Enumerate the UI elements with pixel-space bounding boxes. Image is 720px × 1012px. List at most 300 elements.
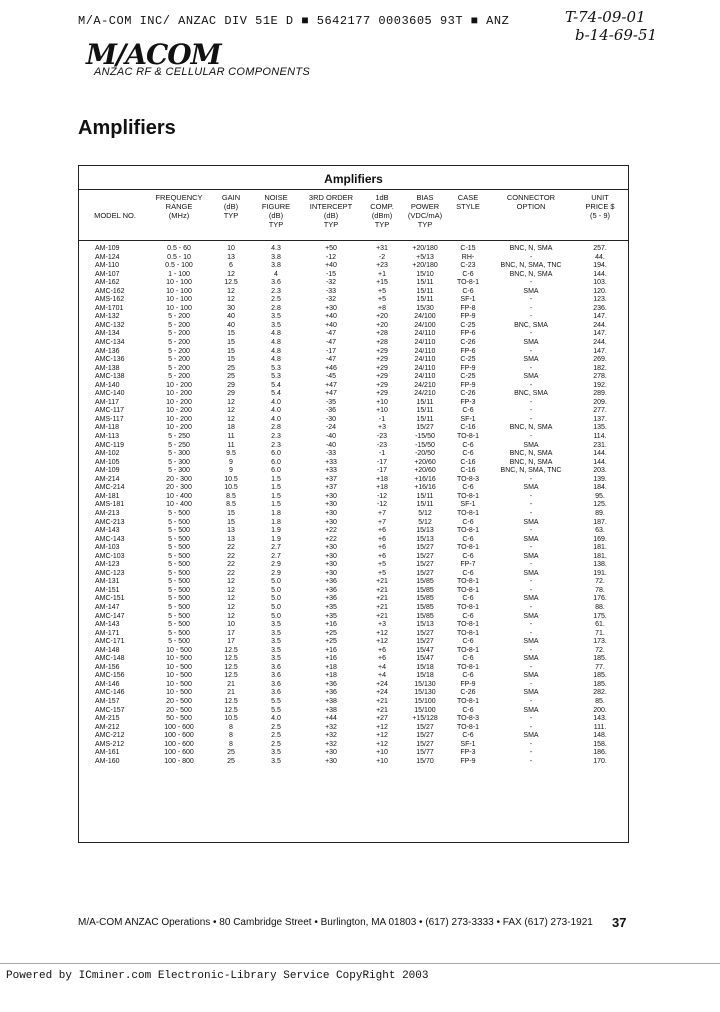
table-cell: SMA xyxy=(523,356,539,364)
table-cell: C-6 xyxy=(462,407,474,415)
table-cell: RH- xyxy=(461,253,475,261)
table-cell: 10.5 xyxy=(224,715,238,723)
table-cell: +16/16 xyxy=(414,475,436,483)
table-cell: +8 xyxy=(378,304,386,312)
table-cell: 20 - 300 xyxy=(166,484,192,492)
table-cell: +21 xyxy=(376,603,388,611)
table-row xyxy=(79,424,628,433)
table-cell: +36 xyxy=(325,586,337,594)
table-cell: 5 - 200 xyxy=(168,347,190,355)
table-cell: 200. xyxy=(593,706,607,714)
table-row xyxy=(79,715,628,724)
table-cell: 25 xyxy=(227,364,235,372)
table-cell: AM-212 xyxy=(95,723,120,731)
table-cell: 3.6 xyxy=(271,680,281,688)
table-cell: 5.5 xyxy=(271,706,281,714)
table-row xyxy=(79,476,628,485)
table-cell: 5.5 xyxy=(271,697,281,705)
table-cell: AM-148 xyxy=(95,646,120,654)
table-cell: 269. xyxy=(593,356,607,364)
table-cell: 8 xyxy=(229,723,233,731)
table-cell: +47 xyxy=(325,390,337,398)
table-cell: -1 xyxy=(378,450,386,458)
table-row xyxy=(79,399,628,408)
table-cell: - xyxy=(529,492,533,500)
table-cell: TO-8-1 xyxy=(456,723,480,731)
table-cell: 231. xyxy=(593,441,607,449)
table-cell: 5.0 xyxy=(271,612,281,620)
table-row xyxy=(79,416,628,425)
table-cell: - xyxy=(529,544,533,552)
table-cell: 5 - 500 xyxy=(168,518,190,526)
table-cell: +22 xyxy=(325,527,337,535)
table-cell: -32 xyxy=(325,296,337,304)
table-cell: 24/100 xyxy=(414,321,436,329)
table-cell: +6 xyxy=(378,527,386,535)
table-cell: -15/50 xyxy=(415,433,435,441)
table-cell: 169. xyxy=(593,535,607,543)
table-cell: FP-6 xyxy=(460,330,476,338)
table-cell: +36 xyxy=(325,595,337,603)
table-cell: 15/13 xyxy=(416,535,434,543)
table-cell: 6.0 xyxy=(271,467,281,475)
table-cell: - xyxy=(529,296,533,304)
table-cell: +15 xyxy=(376,279,388,287)
table-cell: +3 xyxy=(378,424,386,432)
table-cell: SMA xyxy=(523,552,539,560)
table-cell: 2.7 xyxy=(271,544,281,552)
table-cell: 44. xyxy=(595,253,605,261)
table-cell: 24/110 xyxy=(414,339,436,347)
table-cell: - xyxy=(529,621,533,629)
page-number: 37 xyxy=(612,915,627,930)
table-cell: TO-8-1 xyxy=(456,527,480,535)
table-cell: +29 xyxy=(376,390,388,398)
table-cell: 25 xyxy=(227,373,235,381)
table-cell: +44 xyxy=(325,715,337,723)
table-cell: 158. xyxy=(593,740,607,748)
table-cell: +4 xyxy=(378,672,386,680)
table-cell: 10 - 200 xyxy=(166,415,192,423)
table-body xyxy=(79,245,628,766)
table-cell: BNC, N, SMA xyxy=(509,450,553,458)
table-cell: AMS-117 xyxy=(95,415,124,423)
table-cell: 1.8 xyxy=(271,509,281,517)
table-cell: 10 - 500 xyxy=(166,655,192,663)
table-cell: +3 xyxy=(378,621,386,629)
table-cell: C-25 xyxy=(460,321,476,329)
table-cell: - xyxy=(529,629,533,637)
table-cell: 24/100 xyxy=(414,313,436,321)
table-cell: AMC-143 xyxy=(95,535,125,543)
table-cell: 148. xyxy=(593,732,607,740)
table-cell: 78. xyxy=(595,586,605,594)
table-cell: C-15 xyxy=(460,245,476,252)
table-cell: C-6 xyxy=(462,450,474,458)
table-cell: 1.5 xyxy=(271,475,281,483)
table-cell: +18 xyxy=(325,663,337,671)
table-cell: AM-124 xyxy=(95,253,120,261)
table-cell: AMC-146 xyxy=(95,689,125,697)
table-cell: 15 xyxy=(227,518,235,526)
table-cell: +33 xyxy=(325,458,337,466)
table-cell: +30 xyxy=(325,569,337,577)
table-row xyxy=(79,305,628,314)
table-cell: +10 xyxy=(376,398,388,406)
column-header: BIAS POWER (VDC/mA) TYP xyxy=(407,193,443,229)
table-cell: +36 xyxy=(325,578,337,586)
table-cell: SMA xyxy=(523,535,539,543)
table-cell: -15/50 xyxy=(415,441,435,449)
table-cell: 72. xyxy=(595,646,605,654)
table-cell: 21 xyxy=(227,689,235,697)
table-cell: C-6 xyxy=(462,706,474,714)
table-cell: 2.3 xyxy=(271,433,281,441)
table-cell: C-6 xyxy=(462,287,474,295)
table-cell: - xyxy=(529,407,533,415)
column-header: CONNECTOR OPTION xyxy=(506,193,556,211)
table-cell: 3.5 xyxy=(271,655,281,663)
table-cell: 143. xyxy=(593,715,607,723)
table-cell: AMC-117 xyxy=(95,407,125,415)
table-cell: +29 xyxy=(376,381,388,389)
table-cell: +32 xyxy=(325,732,337,740)
powered-by-line: Powered by ICminer.com Electronic-Library Service CopyRight 2003 xyxy=(6,970,429,982)
table-cell: 1.5 xyxy=(271,501,281,509)
table-cell: - xyxy=(529,697,533,705)
table-row xyxy=(79,313,628,322)
table-cell: 10 - 100 xyxy=(166,287,192,295)
table-title: Amplifiers xyxy=(79,166,628,190)
table-cell: 77. xyxy=(595,663,605,671)
table-cell: 3.8 xyxy=(271,253,281,261)
table-cell: AM-113 xyxy=(95,433,119,441)
table-cell: 40 xyxy=(227,321,235,329)
table-cell: 15/85 xyxy=(416,612,434,620)
table-cell: AM-143 xyxy=(95,527,120,535)
table-cell: 10 - 100 xyxy=(166,304,192,312)
table-cell: 5 - 500 xyxy=(168,552,190,560)
table-cell: SMA xyxy=(523,339,539,347)
table-cell: 170. xyxy=(593,757,607,765)
table-cell: 187. xyxy=(593,518,607,526)
table-cell: -32 xyxy=(325,279,337,287)
table-cell: 10 xyxy=(227,621,235,629)
table-cell: 184. xyxy=(593,484,607,492)
table-cell: +36 xyxy=(325,689,337,697)
table-cell: 5 - 300 xyxy=(168,458,190,466)
table-cell: +30 xyxy=(325,509,337,517)
column-header: 1dB COMP. (dBm) TYP xyxy=(370,193,394,229)
table-cell: 11 xyxy=(227,441,235,449)
table-cell: AM-123 xyxy=(95,561,120,569)
table-cell: C-6 xyxy=(462,672,474,680)
table-cell: -30 xyxy=(325,415,337,423)
table-cell: 182. xyxy=(593,364,607,372)
footer-address: M/A-COM ANZAC Operations • 80 Cambridge Street • Burlington, MA 01803 • (617) 273-3333 • FAX (617) 273-1921 xyxy=(78,917,593,928)
table-cell: +30 xyxy=(325,501,337,509)
table-cell: - xyxy=(529,347,533,355)
table-cell: +5/13 xyxy=(416,253,434,261)
table-cell: +21 xyxy=(376,697,388,705)
table-row xyxy=(79,672,628,681)
table-row xyxy=(79,630,628,639)
table-cell: 111. xyxy=(593,723,607,731)
table-cell: 144. xyxy=(593,450,607,458)
table-cell: +12 xyxy=(376,638,388,646)
table-cell: 5 - 500 xyxy=(168,603,190,611)
table-cell: TO-8-1 xyxy=(456,509,480,517)
table-cell: 10 - 200 xyxy=(166,390,192,398)
table-cell: 71. xyxy=(595,629,605,637)
table-cell: 5 - 200 xyxy=(168,330,190,338)
table-cell: 5 - 500 xyxy=(168,612,190,620)
table-cell: AMC-212 xyxy=(95,732,125,740)
table-cell: +6 xyxy=(378,535,386,543)
table-cell: 5 - 300 xyxy=(168,450,190,458)
table-row xyxy=(79,459,628,468)
table-cell: AM-134 xyxy=(95,330,120,338)
table-cell: 103. xyxy=(593,279,607,287)
table-cell: BNC, N, SMA xyxy=(509,424,553,432)
table-cell: SMA xyxy=(523,518,539,526)
table-cell: +1 xyxy=(378,270,386,278)
table-cell: AM-214 xyxy=(95,475,120,483)
table-cell: AM-215 xyxy=(95,715,120,723)
table-cell: 15/27 xyxy=(416,638,434,646)
table-cell: +21 xyxy=(376,578,388,586)
table-row xyxy=(79,604,628,613)
table-cell: +28 xyxy=(376,330,388,338)
table-row xyxy=(79,510,628,519)
table-cell: BNC, N, SMA, TNC xyxy=(500,262,562,270)
table-cell: 282. xyxy=(593,689,607,697)
table-cell: +4 xyxy=(378,663,386,671)
table-cell: 4.8 xyxy=(271,356,281,364)
table-cell: C-26 xyxy=(460,689,476,697)
table-cell: 10.5 xyxy=(224,475,238,483)
table-cell: 8.5 xyxy=(226,501,236,509)
table-cell: 5.3 xyxy=(271,364,281,372)
table-row xyxy=(79,519,628,528)
table-cell: 24/110 xyxy=(414,330,436,338)
table-cell: - xyxy=(529,586,533,594)
table-row xyxy=(79,638,628,647)
table-cell: -15 xyxy=(325,270,337,278)
table-row xyxy=(79,553,628,562)
table-cell: 17 xyxy=(227,629,235,637)
table-cell: 10 - 400 xyxy=(166,492,192,500)
table-row xyxy=(79,561,628,570)
table-cell: - xyxy=(529,663,533,671)
table-cell: 3.5 xyxy=(271,638,281,646)
table-cell: 12 xyxy=(227,603,235,611)
table-cell: 191. xyxy=(593,569,607,577)
table-cell: 15/77 xyxy=(416,749,434,757)
table-cell: +20/180 xyxy=(412,262,438,270)
table-cell: - xyxy=(529,749,533,757)
table-row xyxy=(79,664,628,673)
table-cell: 22 xyxy=(227,569,235,577)
table-cell: 10 - 100 xyxy=(166,296,192,304)
table-cell: C-23 xyxy=(460,262,476,270)
table-cell: 12 xyxy=(227,287,235,295)
table-cell: - xyxy=(529,475,533,483)
table-row xyxy=(79,655,628,664)
table-cell: 3.5 xyxy=(271,646,281,654)
table-cell: -17 xyxy=(325,347,337,355)
table-cell: 17 xyxy=(227,638,235,646)
table-cell: 192. xyxy=(593,381,607,389)
table-cell: SMA xyxy=(523,612,539,620)
table-cell: 15/11 xyxy=(416,501,434,509)
table-cell: AM-156 xyxy=(95,663,120,671)
table-cell: 40 xyxy=(227,313,235,321)
table-cell: +20/60 xyxy=(414,458,436,466)
table-cell: FP-9 xyxy=(460,381,476,389)
table-cell: 0.5 - 100 xyxy=(165,262,193,270)
table-cell: +29 xyxy=(376,373,388,381)
table-cell: +5 xyxy=(378,296,386,304)
table-cell: 15/27 xyxy=(416,544,434,552)
table-cell: 181. xyxy=(593,544,607,552)
table-cell: 12.5 xyxy=(224,663,238,671)
table-cell: TO-8-1 xyxy=(456,697,480,705)
table-row xyxy=(79,450,628,459)
table-cell: 63. xyxy=(595,527,605,535)
table-cell: +15/128 xyxy=(412,715,438,723)
table-cell: AMC-119 xyxy=(95,441,125,449)
table-cell: 2.8 xyxy=(271,304,281,312)
table-cell: - xyxy=(529,253,533,261)
table-cell: FP-9 xyxy=(460,680,476,688)
table-cell: 15 xyxy=(227,347,235,355)
table-cell: 12 xyxy=(227,612,235,620)
table-cell: SMA xyxy=(523,638,539,646)
table-cell: 186. xyxy=(593,749,607,757)
table-cell: AMS-162 xyxy=(95,296,125,304)
table-cell: AM-146 xyxy=(95,680,120,688)
table-cell: +38 xyxy=(325,697,337,705)
table-cell: 15/85 xyxy=(416,603,434,611)
column-header: UNIT PRICE $ (5 - 9) xyxy=(585,193,615,220)
table-cell: AM-107 xyxy=(95,270,120,278)
table-cell: 20 - 500 xyxy=(166,706,192,714)
table-cell: 194. xyxy=(593,262,607,270)
table-cell: +16 xyxy=(325,655,337,663)
table-cell: 5 - 500 xyxy=(168,527,190,535)
table-cell: -24 xyxy=(325,424,337,432)
table-cell: AM-136 xyxy=(95,347,120,355)
table-cell: +5 xyxy=(378,569,386,577)
table-row xyxy=(79,365,628,374)
table-row xyxy=(79,356,628,365)
table-cell: 4.8 xyxy=(271,330,281,338)
table-cell: 5.0 xyxy=(271,595,281,603)
table-cell: C-6 xyxy=(462,552,474,560)
table-cell: +6 xyxy=(378,655,386,663)
table-cell: SMA xyxy=(523,689,539,697)
table-cell: 12 xyxy=(227,407,235,415)
table-cell: AMC-103 xyxy=(95,552,125,560)
table-row xyxy=(79,621,628,630)
table-cell: 203. xyxy=(593,467,607,475)
table-cell: 15/85 xyxy=(416,595,434,603)
table-cell: C-6 xyxy=(462,484,474,492)
table-cell: 15/10 xyxy=(416,270,434,278)
table-cell: 5.0 xyxy=(271,586,281,594)
scan-header-line: M/A-COM INC/ ANZAC DIV 51E D ■ 5642177 0003605 93T ■ ANZ xyxy=(78,14,510,28)
table-row xyxy=(79,373,628,382)
table-cell: +36 xyxy=(325,680,337,688)
table-cell: 30 xyxy=(227,304,235,312)
table-cell: AMC-134 xyxy=(95,339,125,347)
table-cell: +10 xyxy=(376,757,388,765)
table-cell: - xyxy=(529,715,533,723)
table-cell: 5 - 500 xyxy=(168,509,190,517)
table-cell: AM-117 xyxy=(95,398,119,406)
table-cell: 2.8 xyxy=(271,424,281,432)
table-cell: AM-151 xyxy=(95,586,120,594)
table-cell: C-26 xyxy=(460,390,476,398)
table-row xyxy=(79,698,628,707)
table-cell: 8.5 xyxy=(226,492,236,500)
table-cell: +30 xyxy=(325,757,337,765)
table-row xyxy=(79,758,628,767)
table-cell: -23 xyxy=(376,441,388,449)
table-cell: 1.9 xyxy=(271,527,281,535)
table-cell: 8 xyxy=(229,740,233,748)
table-cell: FP-9 xyxy=(460,364,476,372)
table-cell: 13 xyxy=(227,253,235,261)
table-cell: 1 - 100 xyxy=(168,270,190,278)
table-cell: 4.0 xyxy=(271,407,281,415)
table-cell: AM-109 xyxy=(95,467,120,475)
table-cell: - xyxy=(529,757,533,765)
company-logo: M/ACOM xyxy=(86,38,221,71)
column-header: 3RD ORDER INTERCEPT (dB) TYP xyxy=(308,193,354,229)
table-cell: 5 - 500 xyxy=(168,629,190,637)
table-cell: 4.8 xyxy=(271,347,281,355)
table-cell: +16 xyxy=(325,646,337,654)
table-cell: - xyxy=(529,381,533,389)
table-cell: 12 xyxy=(227,270,235,278)
table-cell: 9 xyxy=(229,467,233,475)
table-row xyxy=(79,493,628,502)
table-cell: 3.5 xyxy=(271,621,281,629)
table-cell: 5 - 500 xyxy=(168,638,190,646)
table-cell: AMC-151 xyxy=(95,595,125,603)
table-cell: 5 - 500 xyxy=(168,569,190,577)
table-cell: AMS-212 xyxy=(95,740,125,748)
table-cell: 12.5 xyxy=(224,697,238,705)
table-cell: TO-8-1 xyxy=(456,663,480,671)
table-cell: AMS-181 xyxy=(95,501,125,509)
table-cell: 4.8 xyxy=(271,339,281,347)
table-cell: +30 xyxy=(325,552,337,560)
column-header: NOISE FIGURE (dB) TYP xyxy=(261,193,291,229)
table-cell: 4.3 xyxy=(271,245,281,252)
header-divider xyxy=(79,240,628,241)
table-cell: 1.8 xyxy=(271,518,281,526)
table-cell: 13 xyxy=(227,527,235,535)
table-cell: FP-6 xyxy=(460,347,476,355)
table-cell: 12.5 xyxy=(224,279,238,287)
table-cell: 15/47 xyxy=(416,655,434,663)
table-cell: +30 xyxy=(325,561,337,569)
table-cell: 15/27 xyxy=(416,740,434,748)
table-cell: FP-3 xyxy=(460,398,476,406)
